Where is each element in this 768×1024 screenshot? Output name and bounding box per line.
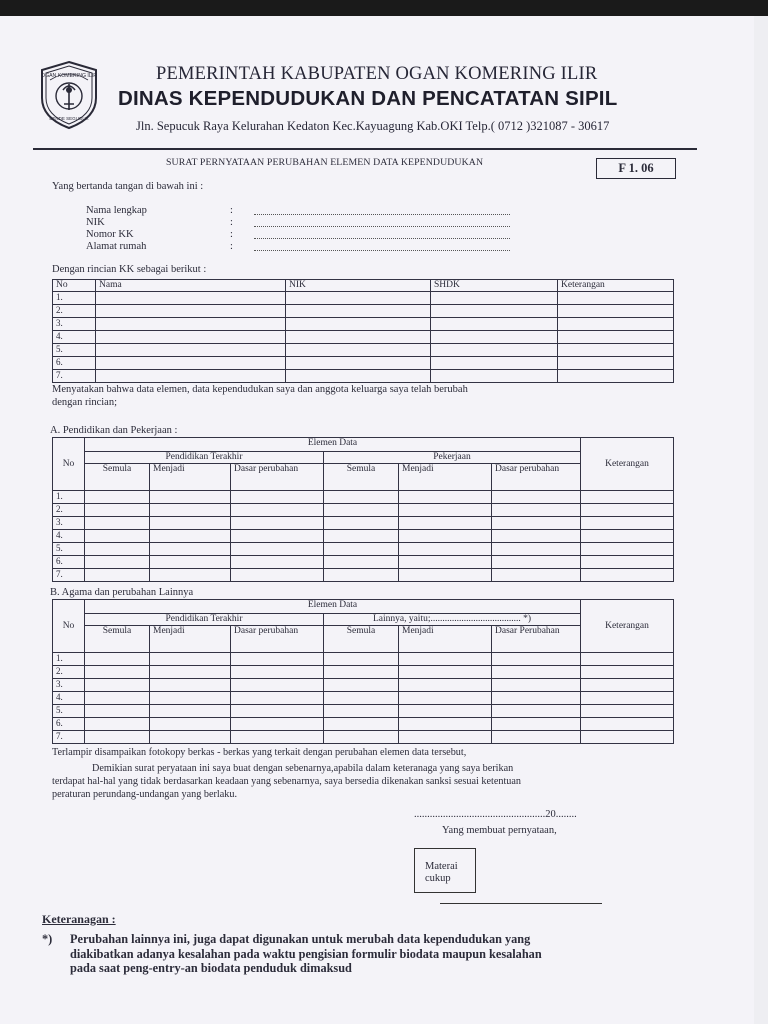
footnote-line: pada saat peng-entry-an biodata penduduk dimaksud [70, 961, 352, 975]
cell[interactable] [286, 357, 431, 370]
cell[interactable] [399, 556, 492, 569]
cell[interactable] [231, 543, 324, 556]
cell[interactable] [150, 653, 231, 666]
notes-heading: Keteranagan : [42, 912, 116, 926]
section-a-table [52, 437, 674, 582]
cell[interactable] [85, 569, 150, 582]
field-label-address: Alamat rumah [86, 241, 147, 252]
cell[interactable] [324, 653, 399, 666]
table-row [53, 370, 674, 383]
nik-fill-line[interactable] [254, 226, 510, 227]
cell[interactable] [96, 305, 286, 318]
colon: : [230, 229, 233, 240]
cell[interactable] [492, 491, 581, 504]
cell[interactable] [150, 517, 231, 530]
cell[interactable] [399, 653, 492, 666]
cell[interactable] [399, 530, 492, 543]
row-number: 3. [53, 318, 96, 331]
row-number: 1. [53, 292, 96, 305]
cell[interactable] [399, 504, 492, 517]
row-number: 5. [53, 344, 96, 357]
header-elemen-data: Elemen Data [85, 438, 581, 452]
cell[interactable] [324, 718, 399, 731]
name-fill-line[interactable] [254, 214, 510, 215]
header-elemen-data: Elemen Data [85, 600, 581, 614]
cell[interactable] [492, 569, 581, 582]
row-number: 2. [53, 305, 96, 318]
header-shdk: SHDK [431, 280, 558, 292]
cell[interactable] [324, 569, 399, 582]
scan-right-edge [754, 16, 768, 1024]
letterhead-divider [33, 148, 697, 150]
cell[interactable] [324, 543, 399, 556]
cell[interactable] [231, 731, 324, 744]
row-number: 1. [53, 653, 85, 666]
cell[interactable] [96, 357, 286, 370]
cell[interactable] [431, 305, 558, 318]
header-no: No [53, 600, 85, 653]
header-keterangan: Keterangan [581, 438, 674, 491]
header-dasar: Dasar Perubahan [492, 626, 581, 653]
cell[interactable] [85, 491, 150, 504]
kk-intro-text: Dengan rincian KK sebagai berikut : [52, 264, 207, 275]
cell[interactable] [581, 653, 674, 666]
statement-line: Menyatakan bahwa data elemen, data kependudukan saya dan anggota keluarga saya telah berubah [52, 384, 468, 395]
personal-fields-labels [86, 205, 147, 253]
header-menjadi: Menjadi [150, 464, 231, 491]
header-semula: Semula [85, 626, 150, 653]
cell[interactable] [85, 692, 150, 705]
footnote-text [70, 932, 542, 976]
cell[interactable] [231, 504, 324, 517]
scan-top-border [0, 0, 768, 16]
header-lainnya: Lainnya, yaitu;...................................... *) [324, 614, 581, 626]
cell[interactable] [492, 731, 581, 744]
header-semula: Semula [324, 626, 399, 653]
cell[interactable] [324, 731, 399, 744]
cell[interactable] [558, 292, 674, 305]
header-dasar: Dasar perubahan [231, 464, 324, 491]
field-label-name: Nama lengkap [86, 205, 147, 216]
table-row [53, 491, 674, 504]
header-no: No [53, 280, 96, 292]
row-number: 7. [53, 370, 96, 383]
cell[interactable] [492, 679, 581, 692]
personal-fields-colons [230, 205, 233, 253]
row-number: 3. [53, 517, 85, 530]
cell[interactable] [324, 679, 399, 692]
stamp-duty-box: Materai cukup [414, 848, 476, 893]
cell[interactable] [324, 556, 399, 569]
cell[interactable] [558, 357, 674, 370]
cell[interactable] [150, 491, 231, 504]
cell[interactable] [558, 370, 674, 383]
cell[interactable] [324, 491, 399, 504]
cell[interactable] [286, 331, 431, 344]
header-nama: Nama [96, 280, 286, 292]
cell[interactable] [431, 318, 558, 331]
header-semula: Semula [85, 464, 150, 491]
cell[interactable] [286, 370, 431, 383]
cell[interactable] [492, 517, 581, 530]
cell[interactable] [399, 679, 492, 692]
cell[interactable] [399, 692, 492, 705]
cell[interactable] [581, 569, 674, 582]
signer-label: Yang membuat pernyataan, [442, 825, 557, 836]
cell[interactable] [581, 692, 674, 705]
header-menjadi: Menjadi [399, 626, 492, 653]
declaration-line-1: Demikian surat peryataan ini saya buat dengan sebenarnya,apabila dalam keteranaga yang saya berikan [92, 763, 514, 774]
cell[interactable] [85, 517, 150, 530]
cell[interactable] [150, 679, 231, 692]
colon: : [230, 205, 233, 216]
header-semula: Semula [324, 464, 399, 491]
cell[interactable] [492, 705, 581, 718]
cell[interactable] [399, 666, 492, 679]
row-number: 5. [53, 543, 85, 556]
header-no: No [53, 438, 85, 491]
cell[interactable] [231, 569, 324, 582]
attachment-note: Terlampir disampaikan fotokopy berkas - berkas yang terkait dengan perubahan elemen data tersebut, [52, 747, 467, 758]
cell[interactable] [581, 731, 674, 744]
cell[interactable] [558, 344, 674, 357]
declaration-line-3: peraturan perundang-undangan yang berlaku. [52, 789, 237, 800]
row-number: 3. [53, 679, 85, 692]
row-number: 6. [53, 357, 96, 370]
address-fill-line[interactable] [254, 250, 510, 251]
cell[interactable] [231, 666, 324, 679]
agency-name: DINAS KEPENDUDUKAN DAN PENCATATAN SIPIL [118, 87, 618, 110]
cell[interactable] [581, 517, 674, 530]
svg-text:OGAN KOMERING ILIR: OGAN KOMERING ILIR [41, 73, 97, 79]
table-row [53, 305, 674, 318]
cell[interactable] [150, 731, 231, 744]
cell[interactable] [85, 666, 150, 679]
header-pendidikan: Pendidikan Terakhir [85, 614, 324, 626]
cell[interactable] [324, 666, 399, 679]
cell[interactable] [399, 491, 492, 504]
row-number: 4. [53, 530, 85, 543]
cell[interactable] [150, 543, 231, 556]
section-b-title: B. Agama dan perubahan Lainnya [50, 587, 194, 598]
cell[interactable] [96, 344, 286, 357]
section-b-table [52, 599, 674, 744]
cell[interactable] [492, 530, 581, 543]
header-pekerjaan: Pekerjaan [324, 452, 581, 464]
table-row [53, 692, 674, 705]
cell[interactable] [85, 556, 150, 569]
cell[interactable] [286, 305, 431, 318]
cell[interactable] [231, 491, 324, 504]
row-number: 5. [53, 705, 85, 718]
cell[interactable] [85, 731, 150, 744]
row-number: 7. [53, 731, 85, 744]
footnote-line: diakibatkan adanya kesalahan pada waktu pengisian formulir biodata maupun kesalahan [70, 946, 542, 961]
cell[interactable] [85, 705, 150, 718]
cell[interactable] [492, 692, 581, 705]
cell[interactable] [581, 718, 674, 731]
date-line[interactable]: ..................................................20........ [414, 809, 577, 820]
form-code-box: F 1. 06 [596, 158, 676, 179]
cell[interactable] [85, 504, 150, 517]
table-row [53, 517, 674, 530]
statement-line: dengan rincian; [52, 397, 118, 408]
regency-emblem-logo [36, 60, 102, 130]
table-row [53, 705, 674, 718]
cell[interactable] [150, 569, 231, 582]
row-number: 6. [53, 718, 85, 731]
cell[interactable] [85, 543, 150, 556]
cell[interactable] [96, 331, 286, 344]
row-number: 2. [53, 504, 85, 517]
cell[interactable] [85, 718, 150, 731]
cell[interactable] [492, 718, 581, 731]
row-number: 7. [53, 569, 85, 582]
intro-text: Yang bertanda tangan di bawah ini : [52, 181, 204, 192]
cell[interactable] [324, 517, 399, 530]
cell[interactable] [231, 705, 324, 718]
cell[interactable] [581, 556, 674, 569]
header-pendidikan: Pendidikan Terakhir [85, 452, 324, 464]
colon: : [230, 217, 233, 228]
kk-fill-line[interactable] [254, 238, 510, 239]
cell[interactable] [581, 679, 674, 692]
cell[interactable] [324, 705, 399, 718]
cell[interactable] [399, 569, 492, 582]
cell[interactable] [85, 530, 150, 543]
table-row [53, 666, 674, 679]
table-row [53, 331, 674, 344]
table-row [53, 504, 674, 517]
cell[interactable] [286, 318, 431, 331]
signature-line[interactable] [440, 903, 602, 904]
cell[interactable] [150, 556, 231, 569]
cell[interactable] [150, 692, 231, 705]
cell[interactable] [231, 653, 324, 666]
cell[interactable] [431, 331, 558, 344]
footnote-line: Perubahan lainnya ini, juga dapat digunakan untuk merubah data kependudukan yang [70, 932, 531, 946]
table-row [53, 344, 674, 357]
cell[interactable] [492, 504, 581, 517]
cell[interactable] [231, 530, 324, 543]
cell[interactable] [399, 543, 492, 556]
cell[interactable] [324, 692, 399, 705]
cell[interactable] [431, 344, 558, 357]
header-keterangan: Keterangan [581, 600, 674, 653]
header-dasar: Dasar perubahan [492, 464, 581, 491]
colon: : [230, 241, 233, 252]
cell[interactable] [492, 666, 581, 679]
cell[interactable] [231, 692, 324, 705]
row-number: 4. [53, 331, 96, 344]
cell[interactable] [431, 357, 558, 370]
footnote-marker: *) [42, 932, 53, 946]
cell[interactable] [492, 556, 581, 569]
row-number: 6. [53, 556, 85, 569]
cell[interactable] [581, 705, 674, 718]
statement-text [52, 383, 468, 409]
cell[interactable] [231, 517, 324, 530]
cell[interactable] [150, 530, 231, 543]
table-row [53, 357, 674, 370]
cell[interactable] [581, 666, 674, 679]
table-header-row [53, 280, 674, 292]
cell[interactable] [399, 731, 492, 744]
cell[interactable] [431, 292, 558, 305]
cell[interactable] [399, 718, 492, 731]
header-keterangan: Keterangan [558, 280, 674, 292]
table-row [53, 530, 674, 543]
cell[interactable] [581, 543, 674, 556]
cell[interactable] [96, 292, 286, 305]
cell[interactable] [96, 318, 286, 331]
cell[interactable] [150, 705, 231, 718]
cell[interactable] [150, 666, 231, 679]
field-label-kk: Nomor KK [86, 229, 134, 240]
cell[interactable] [96, 370, 286, 383]
table-row [53, 318, 674, 331]
cell[interactable] [85, 679, 150, 692]
row-number: 4. [53, 692, 85, 705]
table-row [53, 569, 674, 582]
cell[interactable] [324, 530, 399, 543]
cell[interactable] [431, 370, 558, 383]
header-nik: NIK [286, 280, 431, 292]
cell[interactable] [581, 491, 674, 504]
cell[interactable] [581, 504, 674, 517]
family-card-table [52, 279, 674, 383]
header-dasar: Dasar perubahan [231, 626, 324, 653]
cell[interactable] [231, 679, 324, 692]
header-menjadi: Menjadi [399, 464, 492, 491]
cell[interactable] [558, 305, 674, 318]
cell[interactable] [85, 653, 150, 666]
cell[interactable] [324, 504, 399, 517]
field-label-nik: NIK [86, 217, 105, 228]
row-number: 1. [53, 491, 85, 504]
cell[interactable] [492, 653, 581, 666]
table-row [53, 679, 674, 692]
cell[interactable] [150, 504, 231, 517]
agency-address: Jln. Sepucuk Raya Kelurahan Kedaton Kec.Kayuagung Kab.OKI Telp.( 0712 )321087 - 30617 [136, 119, 610, 133]
cell[interactable] [286, 292, 431, 305]
cell[interactable] [231, 718, 324, 731]
government-name: PEMERINTAH KABUPATEN OGAN KOMERING ILIR [156, 64, 598, 84]
table-row [53, 653, 674, 666]
cell[interactable] [558, 331, 674, 344]
cell[interactable] [399, 705, 492, 718]
cell[interactable] [286, 344, 431, 357]
row-number: 2. [53, 666, 85, 679]
cell[interactable] [231, 556, 324, 569]
cell[interactable] [558, 318, 674, 331]
table-row [53, 292, 674, 305]
cell[interactable] [150, 718, 231, 731]
table-row [53, 718, 674, 731]
section-a-title: A. Pendidikan dan Pekerjaan : [50, 425, 178, 436]
form-title: SURAT PERNYATAAN PERUBAHAN ELEMEN DATA KEPENDUDUKAN [166, 157, 484, 168]
header-menjadi: Menjadi [150, 626, 231, 653]
declaration-line-2: terdapat hal-hal yang tidak berdasarkan keadaan yang sebenarnya, saya bersedia dikenakan sanksi sesuai ketentuan [52, 776, 521, 787]
cell[interactable] [399, 517, 492, 530]
cell[interactable] [581, 530, 674, 543]
table-row [53, 556, 674, 569]
svg-text:BENDE SEGUGUK: BENDE SEGUGUK [49, 116, 89, 121]
cell[interactable] [492, 543, 581, 556]
table-row [53, 543, 674, 556]
table-row [53, 731, 674, 744]
